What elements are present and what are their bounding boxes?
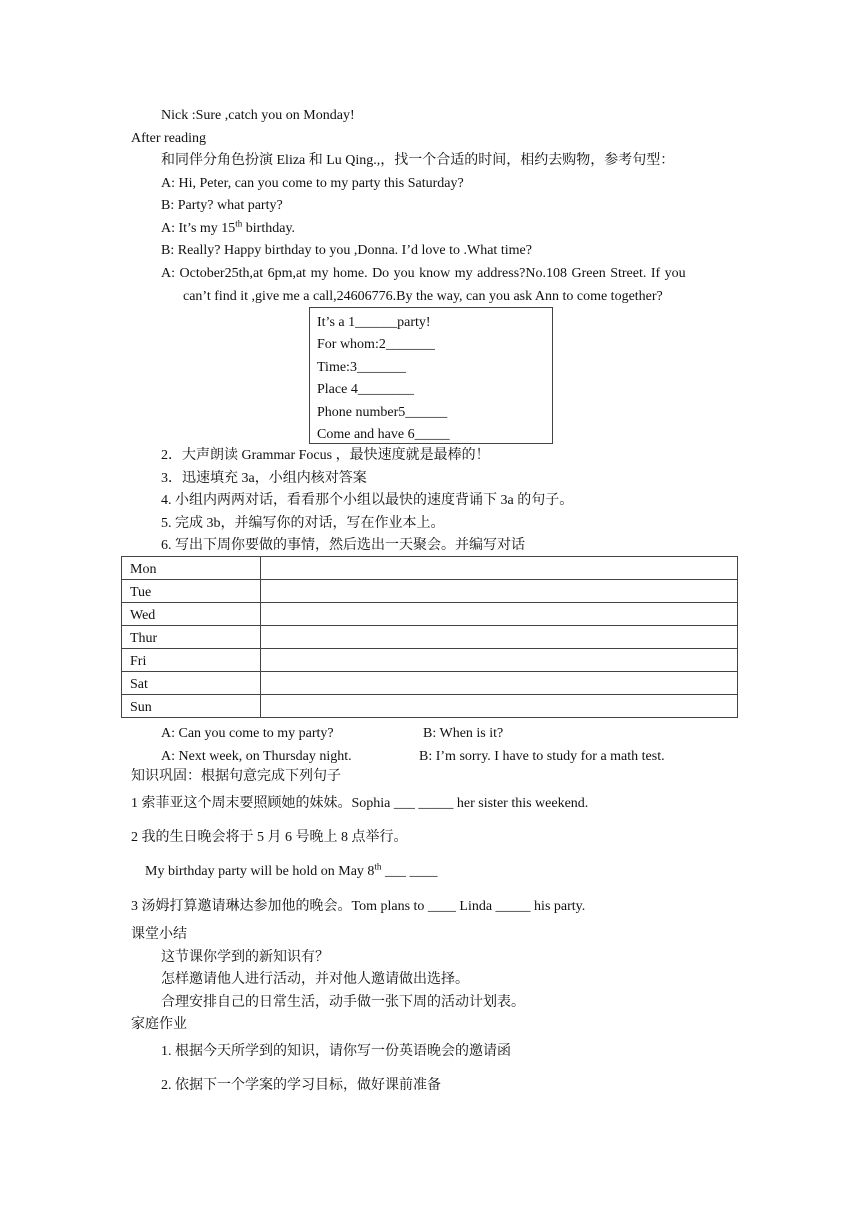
after-reading-instruction: 和同伴分角色扮演 Eliza 和 Lu Qing.,，找一个合适的时间，相约去购物，参考句型： xyxy=(161,153,675,168)
summary-line: 怎样邀请他人进行活动，并对他人邀请做出选择。 xyxy=(161,972,469,987)
party-info-line: Time:3_______ xyxy=(317,360,406,375)
plan-cell[interactable] xyxy=(261,626,738,649)
day-cell: Sun xyxy=(122,695,261,718)
homework-item: 1. 根据今天所学到的知识，请你写一份英语晚会的邀请函 xyxy=(161,1044,511,1059)
dialogue-line: A: October25th,at 6pm,at my home. Do you know my address?No.108 Green Street. If you xyxy=(161,266,686,281)
plan-cell[interactable] xyxy=(261,580,738,603)
day-cell: Mon xyxy=(122,557,261,580)
summary-heading: 课堂小结 xyxy=(131,927,187,942)
dialogue-line: B: Party? what party? xyxy=(161,198,283,213)
dialogue-line: A: Hi, Peter, can you come to my party this Saturday? xyxy=(161,176,464,191)
homework-item: 2. 依据下一个学案的学习目标，做好课前准备 xyxy=(161,1078,441,1093)
dialogue-line: B: Really? Happy birthday to you ,Donna. I’d love to .What time? xyxy=(161,243,532,258)
example-line-b: B: I’m sorry. I have to study for a math test. xyxy=(419,749,665,764)
table-row xyxy=(122,557,738,580)
step-item: 6. 写出下周你要做的事情，然后选出一天聚会。并编写对话 xyxy=(161,538,525,553)
exercise-item: 2 我的生日晚会将于 5 月 6 号晚上 8 点举行。 xyxy=(131,830,408,845)
day-cell: Thur xyxy=(122,626,261,649)
party-info-line: For whom:2_______ xyxy=(317,337,435,352)
after-reading-heading: After reading xyxy=(131,131,207,146)
table-row xyxy=(122,603,738,626)
example-line-a: A: Next week, on Thursday night. xyxy=(161,749,352,764)
consolidation-heading: 知识巩固：根据句意完成下列句子 xyxy=(131,769,341,784)
summary-line: 这节课你学到的新知识有？ xyxy=(161,950,329,965)
summary-line: 合理安排自己的日常生活，动手做一张下周的活动计划表。 xyxy=(161,995,525,1010)
table-row xyxy=(122,626,738,649)
party-info-line: It’s a 1______party! xyxy=(317,315,431,330)
party-info-box xyxy=(309,307,553,444)
example-line-b: B: When is it? xyxy=(423,726,504,741)
dialogue-line: can’t find it ,give me a call,24606776.By the way, can you ask Ann to come together? xyxy=(183,289,663,304)
step-item: 5. 完成 3b，并编写你的对话，写在作业本上。 xyxy=(161,516,445,531)
step-item: 4. 小组内两两对话，看看那个小组以最快的速度背诵下 3a 的句子。 xyxy=(161,493,574,508)
party-info-line: Phone number5______ xyxy=(317,405,448,420)
party-info-line: Come and have 6_____ xyxy=(317,427,450,442)
exercise-item: 3 汤姆打算邀请琳达参加他的晚会。Tom plans to ____ Linda _____ his party. xyxy=(131,899,586,914)
dialogue-line: A: It’s my 15th birthday. xyxy=(161,218,296,236)
party-info-line: Place 4________ xyxy=(317,382,414,397)
plan-cell[interactable] xyxy=(261,649,738,672)
plan-cell[interactable] xyxy=(261,672,738,695)
homework-heading: 家庭作业 xyxy=(131,1017,187,1032)
table-row xyxy=(122,580,738,603)
day-cell: Wed xyxy=(122,603,261,626)
step-item: 3．迅速填充 3a，小组内核对答案 xyxy=(161,471,367,486)
day-cell: Sat xyxy=(122,672,261,695)
table-row xyxy=(122,695,738,718)
plan-cell[interactable] xyxy=(261,603,738,626)
weekly-plan-table xyxy=(121,556,738,718)
step-item: 2．大声朗读 Grammar Focus ，最快速度就是最棒的！ xyxy=(161,448,490,463)
example-line-a: A: Can you come to my party? xyxy=(161,726,334,741)
day-cell: Fri xyxy=(122,649,261,672)
plan-cell[interactable] xyxy=(261,695,738,718)
dialogue-closing-line: Nick :Sure ,catch you on Monday! xyxy=(161,108,355,123)
plan-cell[interactable] xyxy=(261,557,738,580)
day-cell: Tue xyxy=(122,580,261,603)
table-row xyxy=(122,649,738,672)
table-row xyxy=(122,672,738,695)
exercise-item: 1 索菲亚这个周末要照顾她的妹妹。Sophia ___ _____ her sister this weekend. xyxy=(131,796,589,811)
exercise-item-english: My birthday party will be hold on May 8th ___ ____ xyxy=(145,861,438,879)
